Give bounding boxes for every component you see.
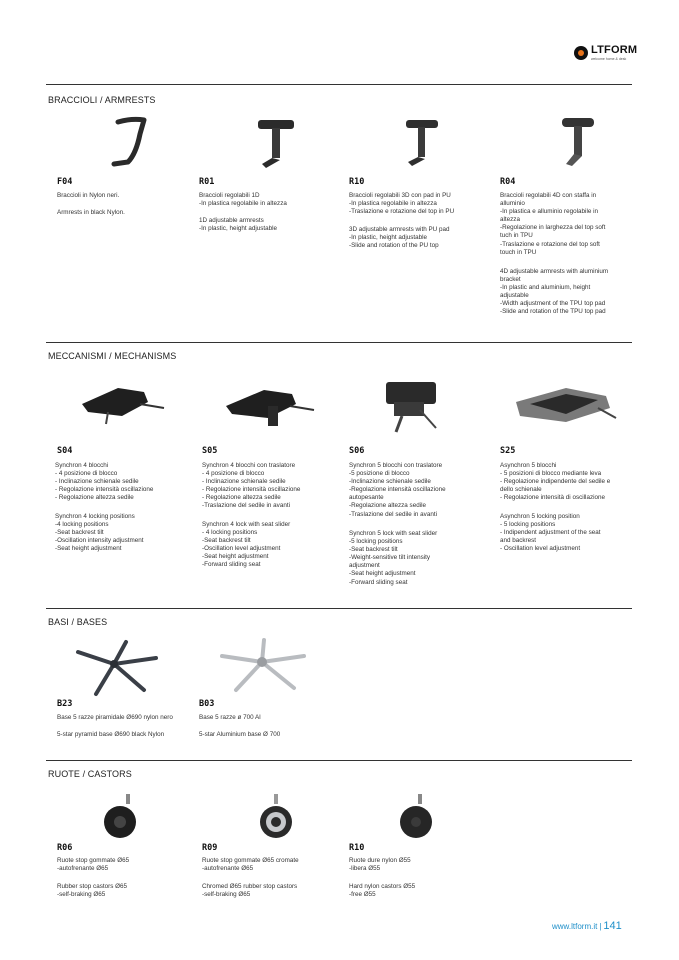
product-desc-en: Armrests in black Nylon. bbox=[57, 209, 125, 216]
product-code: S05 bbox=[202, 446, 218, 456]
product-desc-it: Base 5 razze piramidale Ø690 nylon nero bbox=[57, 714, 173, 721]
castor-r09-image bbox=[252, 792, 298, 842]
castor-r06-image bbox=[98, 792, 144, 842]
page-number: 141 bbox=[603, 920, 622, 932]
logo-mark-icon bbox=[574, 46, 588, 60]
product-desc-en: 5-star Aluminium base Ø 700 bbox=[199, 731, 281, 738]
base-b23-image bbox=[70, 636, 160, 698]
armrest-r01-image bbox=[252, 114, 300, 172]
base-b03-image bbox=[214, 636, 310, 698]
product-desc-en: Rubber stop castors Ø65 -self-braking Ø65 bbox=[57, 883, 128, 899]
product-desc-en: Asynchron 5 locking position - 5 locking positions - Indipendent adjustment of the seat and backrest - Oscillation level adjustment bbox=[500, 513, 601, 553]
product-desc-it: Ruote stop gommate Ø65 cromate -autofrenante Ø65 bbox=[202, 857, 299, 873]
page-footer bbox=[552, 920, 622, 932]
logo-text: LTFORM bbox=[591, 44, 638, 56]
product-desc-it: Ruote stop gommate Ø65 -autofrenante Ø65 bbox=[57, 857, 130, 873]
product-desc-en: 1D adjustable armrests -In plastic, height adjustable bbox=[199, 217, 278, 233]
product-desc-en: 5-star pyramid base Ø690 black Nylon bbox=[57, 731, 165, 738]
section-title-mechanisms: MECCANISMI / MECHANISMS bbox=[48, 351, 177, 361]
product-desc-en: Synchron 4 locking positions -4 locking positions -Seat backrest tilt -Oscillation intensity adjustment -Seat height adjustment bbox=[55, 513, 144, 553]
mechanism-s25-image bbox=[510, 378, 620, 438]
product-desc-en: Synchron 4 lock with seat slider - 4 locking positions -Seat backrest tilt -Oscillation level adjustment -Seat height adjustment -Forward sliding seat bbox=[202, 521, 291, 569]
product-code: B23 bbox=[57, 699, 73, 709]
product-desc-it: Braccioli regolabili 4D con staffa in alluminio -In plastica e alluminio regolabile in altezza -Regolazione in larghezza del top soft tuch in TPU -Traslazione e rotazione del top soft touch in TPU bbox=[500, 192, 606, 256]
product-desc-it: Synchron 4 blocchi - 4 posizione di blocco - Inclinazione schienale sedile - Regolazione intensità oscillazione - Regolazione altezza sedile bbox=[55, 462, 154, 502]
product-code: R04 bbox=[500, 177, 516, 187]
product-code: F04 bbox=[57, 177, 73, 187]
product-desc-it: Synchron 4 blocchi con traslatore - 4 posizione di blocco - Inclinazione schienale sedile - Regolazione intensità oscillazione - Regolazione altezza sedile -Traslazione del sedile in avanti bbox=[202, 462, 301, 510]
mechanism-s06-image bbox=[372, 376, 452, 436]
section-title-bases: BASI / BASES bbox=[48, 617, 108, 627]
footer-separator: | bbox=[599, 922, 602, 931]
product-desc-it: Braccioli in Nylon neri. bbox=[57, 192, 120, 199]
section-title-armrests: BRACCIOLI / ARMRESTS bbox=[48, 95, 156, 105]
product-code: R01 bbox=[199, 177, 215, 187]
section-divider bbox=[46, 342, 632, 343]
website-link[interactable]: www.ltform.it bbox=[552, 922, 598, 931]
castor-r10-image bbox=[394, 792, 440, 842]
logo-tagline: welcome home & desk bbox=[591, 57, 627, 61]
product-code: S06 bbox=[349, 446, 365, 456]
armrest-r10-image bbox=[398, 114, 446, 170]
product-desc-it: Braccioli regolabili 1D -In plastica regolabile in altezza bbox=[199, 192, 287, 208]
product-code: R10 bbox=[349, 843, 365, 853]
product-desc-it: Braccioli regolabili 3D con pad in PU -In plastica regolabile in altezza -Traslazione e rotazione del top in PU bbox=[349, 192, 455, 216]
brand-logo bbox=[574, 44, 638, 64]
product-desc-en: Hard nylon castors Ø55 -free Ø55 bbox=[349, 883, 416, 899]
product-desc-it: Asynchron 5 blocchi - 5 posizioni di blocco mediante leva - Regolazione indipendente del sedile e dello schienale - Regolazione intensità di oscillazione bbox=[500, 462, 611, 502]
section-divider bbox=[46, 760, 632, 761]
product-desc-en: Chromed Ø65 rubber stop castors -self-braking Ø65 bbox=[202, 883, 298, 899]
product-code: R10 bbox=[349, 177, 365, 187]
armrest-f04-image bbox=[104, 114, 152, 170]
armrest-r04-image bbox=[552, 112, 602, 172]
product-code: S25 bbox=[500, 446, 516, 456]
section-divider bbox=[46, 84, 632, 85]
mechanism-s05-image bbox=[222, 380, 318, 430]
product-desc-en: Synchron 5 lock with seat slider -5 locking positions -Seat backrest tilt -Weight-sensitive tilt intensity adjustment -Seat height adjustment -Forward sliding seat bbox=[349, 530, 438, 586]
product-code: R06 bbox=[57, 843, 73, 853]
product-code: R09 bbox=[202, 843, 218, 853]
product-desc-it: Synchron 5 blocchi con traslatore -5 posizione di blocco -Inclinazione schienale sedile -Regolazione intensità oscillazione autopesante -Regolazione altezza sedile -Traslazione del sedile in avanti bbox=[349, 462, 446, 518]
section-divider bbox=[46, 608, 632, 609]
product-desc-it: Base 5 razze ø 700 Al bbox=[199, 714, 261, 721]
product-desc-en: 4D adjustable armrests with aluminium bracket -In plastic and aluminium, height adjustable -Width adjustment of the TPU top pad -Slide and rotation of the TPU top pad bbox=[500, 268, 609, 316]
product-desc-it: Ruote dure nylon Ø55 -libera Ø55 bbox=[349, 857, 411, 873]
product-desc-en: 3D adjustable armrests with PU pad -In plastic, height adjustable -Slide and rotation of the PU top bbox=[349, 226, 450, 250]
mechanism-s04-image bbox=[78, 378, 168, 428]
product-code: B03 bbox=[199, 699, 215, 709]
product-code: S04 bbox=[57, 446, 73, 456]
section-title-castors: RUOTE / CASTORS bbox=[48, 769, 132, 779]
